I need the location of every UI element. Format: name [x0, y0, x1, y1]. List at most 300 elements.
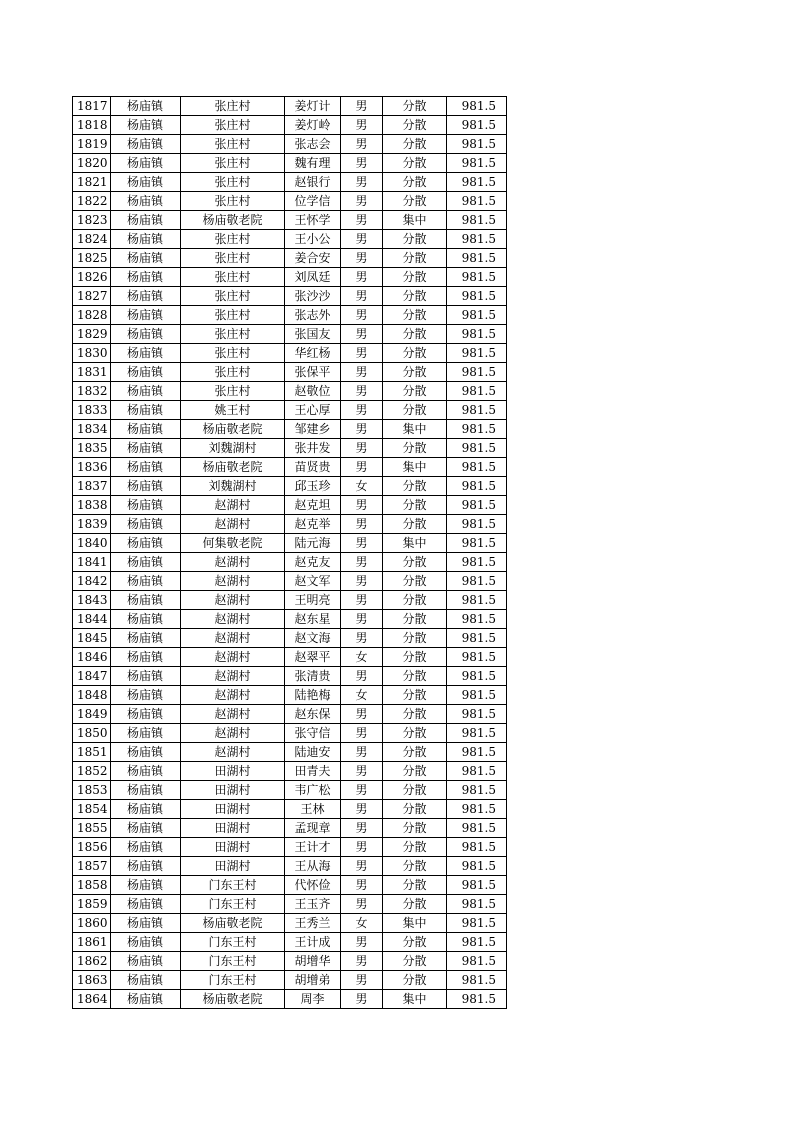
name-cell: 韦广松 [285, 781, 341, 800]
row-number-cell: 1834 [73, 420, 111, 439]
town-cell: 杨庙镇 [111, 895, 181, 914]
town-cell: 杨庙镇 [111, 401, 181, 420]
town-cell: 杨庙镇 [111, 249, 181, 268]
village-cell: 田湖村 [181, 800, 285, 819]
town-cell: 杨庙镇 [111, 838, 181, 857]
town-cell: 杨庙镇 [111, 439, 181, 458]
name-cell: 张井发 [285, 439, 341, 458]
row-number-cell: 1846 [73, 648, 111, 667]
town-cell: 杨庙镇 [111, 876, 181, 895]
amount-cell: 981.5 [447, 458, 507, 477]
support-type-cell: 分散 [383, 192, 447, 211]
sex-cell: 男 [341, 990, 383, 1009]
name-cell: 王玉齐 [285, 895, 341, 914]
amount-cell: 981.5 [447, 268, 507, 287]
town-cell: 杨庙镇 [111, 971, 181, 990]
support-type-cell: 分散 [383, 971, 447, 990]
sex-cell: 男 [341, 534, 383, 553]
name-cell: 张清贵 [285, 667, 341, 686]
town-cell: 杨庙镇 [111, 154, 181, 173]
table-row [73, 971, 507, 990]
sex-cell: 男 [341, 800, 383, 819]
sex-cell: 男 [341, 211, 383, 230]
row-number-cell: 1827 [73, 287, 111, 306]
amount-cell: 981.5 [447, 800, 507, 819]
table-row [73, 781, 507, 800]
name-cell: 张守信 [285, 724, 341, 743]
amount-cell: 981.5 [447, 857, 507, 876]
table-row [73, 800, 507, 819]
amount-cell: 981.5 [447, 211, 507, 230]
town-cell: 杨庙镇 [111, 800, 181, 819]
support-type-cell: 分散 [383, 363, 447, 382]
support-type-cell: 分散 [383, 857, 447, 876]
support-type-cell: 集中 [383, 420, 447, 439]
sex-cell: 男 [341, 268, 383, 287]
table-row [73, 724, 507, 743]
row-number-cell: 1837 [73, 477, 111, 496]
town-cell: 杨庙镇 [111, 553, 181, 572]
support-type-cell: 分散 [383, 477, 447, 496]
table-row [73, 173, 507, 192]
support-type-cell: 分散 [383, 230, 447, 249]
row-number-cell: 1823 [73, 211, 111, 230]
name-cell: 姜灯岭 [285, 116, 341, 135]
table-row [73, 306, 507, 325]
town-cell: 杨庙镇 [111, 116, 181, 135]
sex-cell: 男 [341, 610, 383, 629]
row-number-cell: 1847 [73, 667, 111, 686]
support-type-cell: 分散 [383, 705, 447, 724]
amount-cell: 981.5 [447, 819, 507, 838]
village-cell: 张庄村 [181, 97, 285, 116]
support-type-cell: 分散 [383, 819, 447, 838]
support-type-cell: 分散 [383, 895, 447, 914]
town-cell: 杨庙镇 [111, 420, 181, 439]
row-number-cell: 1840 [73, 534, 111, 553]
village-cell: 张庄村 [181, 173, 285, 192]
town-cell: 杨庙镇 [111, 990, 181, 1009]
row-number-cell: 1863 [73, 971, 111, 990]
name-cell: 张沙沙 [285, 287, 341, 306]
row-number-cell: 1822 [73, 192, 111, 211]
sex-cell: 女 [341, 477, 383, 496]
row-number-cell: 1830 [73, 344, 111, 363]
amount-cell: 981.5 [447, 477, 507, 496]
row-number-cell: 1858 [73, 876, 111, 895]
village-cell: 刘魏湖村 [181, 439, 285, 458]
name-cell: 张保平 [285, 363, 341, 382]
row-number-cell: 1854 [73, 800, 111, 819]
table-row [73, 230, 507, 249]
town-cell: 杨庙镇 [111, 97, 181, 116]
village-cell: 赵湖村 [181, 648, 285, 667]
village-cell: 田湖村 [181, 857, 285, 876]
row-number-cell: 1829 [73, 325, 111, 344]
amount-cell: 981.5 [447, 344, 507, 363]
table-row [73, 743, 507, 762]
village-cell: 张庄村 [181, 325, 285, 344]
table-row [73, 97, 507, 116]
village-cell: 赵湖村 [181, 629, 285, 648]
row-number-cell: 1831 [73, 363, 111, 382]
row-number-cell: 1862 [73, 952, 111, 971]
support-type-cell: 分散 [383, 648, 447, 667]
table-row [73, 439, 507, 458]
support-type-cell: 分散 [383, 800, 447, 819]
village-cell: 张庄村 [181, 116, 285, 135]
town-cell: 杨庙镇 [111, 173, 181, 192]
sex-cell: 男 [341, 724, 383, 743]
table-row [73, 857, 507, 876]
name-cell: 苗贤贵 [285, 458, 341, 477]
table-row [73, 534, 507, 553]
row-number-cell: 1848 [73, 686, 111, 705]
table-row [73, 990, 507, 1009]
table-row [73, 477, 507, 496]
village-cell: 张庄村 [181, 192, 285, 211]
town-cell: 杨庙镇 [111, 857, 181, 876]
name-cell: 华红杨 [285, 344, 341, 363]
name-cell: 张志外 [285, 306, 341, 325]
support-type-cell: 分散 [383, 629, 447, 648]
support-type-cell: 分散 [383, 154, 447, 173]
amount-cell: 981.5 [447, 705, 507, 724]
table-row [73, 838, 507, 857]
sex-cell: 男 [341, 781, 383, 800]
town-cell: 杨庙镇 [111, 192, 181, 211]
town-cell: 杨庙镇 [111, 705, 181, 724]
support-type-cell: 分散 [383, 325, 447, 344]
name-cell: 陆艳梅 [285, 686, 341, 705]
row-number-cell: 1819 [73, 135, 111, 154]
table-row [73, 401, 507, 420]
table-row [73, 762, 507, 781]
amount-cell: 981.5 [447, 572, 507, 591]
row-number-cell: 1817 [73, 97, 111, 116]
amount-cell: 981.5 [447, 382, 507, 401]
sex-cell: 男 [341, 458, 383, 477]
amount-cell: 981.5 [447, 116, 507, 135]
village-cell: 张庄村 [181, 268, 285, 287]
sex-cell: 男 [341, 97, 383, 116]
sex-cell: 男 [341, 553, 383, 572]
town-cell: 杨庙镇 [111, 211, 181, 230]
support-type-cell: 分散 [383, 553, 447, 572]
support-type-cell: 分散 [383, 344, 447, 363]
town-cell: 杨庙镇 [111, 572, 181, 591]
amount-cell: 981.5 [447, 591, 507, 610]
village-cell: 门东王村 [181, 876, 285, 895]
name-cell: 赵东保 [285, 705, 341, 724]
row-number-cell: 1861 [73, 933, 111, 952]
town-cell: 杨庙镇 [111, 762, 181, 781]
row-number-cell: 1841 [73, 553, 111, 572]
table-row [73, 933, 507, 952]
row-number-cell: 1825 [73, 249, 111, 268]
amount-cell: 981.5 [447, 686, 507, 705]
support-type-cell: 分散 [383, 952, 447, 971]
amount-cell: 981.5 [447, 420, 507, 439]
row-number-cell: 1835 [73, 439, 111, 458]
sex-cell: 男 [341, 116, 383, 135]
village-cell: 刘魏湖村 [181, 477, 285, 496]
amount-cell: 981.5 [447, 154, 507, 173]
town-cell: 杨庙镇 [111, 933, 181, 952]
name-cell: 王从海 [285, 857, 341, 876]
name-cell: 赵文海 [285, 629, 341, 648]
amount-cell: 981.5 [447, 971, 507, 990]
name-cell: 王计才 [285, 838, 341, 857]
name-cell: 赵银行 [285, 173, 341, 192]
support-type-cell: 分散 [383, 933, 447, 952]
support-type-cell: 分散 [383, 686, 447, 705]
sex-cell: 女 [341, 686, 383, 705]
amount-cell: 981.5 [447, 838, 507, 857]
name-cell: 王林 [285, 800, 341, 819]
village-cell: 门东王村 [181, 895, 285, 914]
village-cell: 赵湖村 [181, 686, 285, 705]
sex-cell: 男 [341, 135, 383, 154]
sex-cell: 男 [341, 743, 383, 762]
town-cell: 杨庙镇 [111, 230, 181, 249]
town-cell: 杨庙镇 [111, 477, 181, 496]
name-cell: 魏有理 [285, 154, 341, 173]
name-cell: 代怀俭 [285, 876, 341, 895]
amount-cell: 981.5 [447, 781, 507, 800]
amount-cell: 981.5 [447, 724, 507, 743]
amount-cell: 981.5 [447, 325, 507, 344]
town-cell: 杨庙镇 [111, 287, 181, 306]
amount-cell: 981.5 [447, 135, 507, 154]
amount-cell: 981.5 [447, 952, 507, 971]
support-type-cell: 分散 [383, 173, 447, 192]
amount-cell: 981.5 [447, 287, 507, 306]
row-number-cell: 1838 [73, 496, 111, 515]
support-type-cell: 分散 [383, 249, 447, 268]
table-row [73, 211, 507, 230]
amount-cell: 981.5 [447, 496, 507, 515]
table-row [73, 705, 507, 724]
village-cell: 赵湖村 [181, 705, 285, 724]
row-number-cell: 1820 [73, 154, 111, 173]
town-cell: 杨庙镇 [111, 724, 181, 743]
row-number-cell: 1845 [73, 629, 111, 648]
table-row [73, 515, 507, 534]
name-cell: 陆元海 [285, 534, 341, 553]
village-cell: 杨庙敬老院 [181, 211, 285, 230]
support-type-cell: 分散 [383, 591, 447, 610]
town-cell: 杨庙镇 [111, 781, 181, 800]
sex-cell: 男 [341, 249, 383, 268]
table-body [73, 97, 507, 1009]
name-cell: 赵克举 [285, 515, 341, 534]
village-cell: 姚王村 [181, 401, 285, 420]
name-cell: 刘凤廷 [285, 268, 341, 287]
village-cell: 张庄村 [181, 230, 285, 249]
amount-cell: 981.5 [447, 249, 507, 268]
village-cell: 张庄村 [181, 135, 285, 154]
name-cell: 田青夫 [285, 762, 341, 781]
town-cell: 杨庙镇 [111, 629, 181, 648]
amount-cell: 981.5 [447, 933, 507, 952]
town-cell: 杨庙镇 [111, 667, 181, 686]
town-cell: 杨庙镇 [111, 135, 181, 154]
village-cell: 门东王村 [181, 971, 285, 990]
village-cell: 杨庙敬老院 [181, 420, 285, 439]
sex-cell: 男 [341, 629, 383, 648]
amount-cell: 981.5 [447, 515, 507, 534]
village-cell: 赵湖村 [181, 515, 285, 534]
table-row [73, 914, 507, 933]
support-type-cell: 分散 [383, 724, 447, 743]
sex-cell: 男 [341, 971, 383, 990]
town-cell: 杨庙镇 [111, 458, 181, 477]
town-cell: 杨庙镇 [111, 743, 181, 762]
sex-cell: 女 [341, 648, 383, 667]
village-cell: 田湖村 [181, 838, 285, 857]
town-cell: 杨庙镇 [111, 591, 181, 610]
support-type-cell: 分散 [383, 762, 447, 781]
village-cell: 杨庙敬老院 [181, 990, 285, 1009]
table-row [73, 344, 507, 363]
support-type-cell: 分散 [383, 496, 447, 515]
town-cell: 杨庙镇 [111, 363, 181, 382]
table-row [73, 553, 507, 572]
support-type-cell: 分散 [383, 439, 447, 458]
support-type-cell: 分散 [383, 401, 447, 420]
sex-cell: 男 [341, 420, 383, 439]
table-row [73, 496, 507, 515]
name-cell: 邱玉珍 [285, 477, 341, 496]
name-cell: 王明亮 [285, 591, 341, 610]
row-number-cell: 1836 [73, 458, 111, 477]
name-cell: 邹建乡 [285, 420, 341, 439]
support-type-cell: 分散 [383, 610, 447, 629]
village-cell: 赵湖村 [181, 553, 285, 572]
amount-cell: 981.5 [447, 610, 507, 629]
table-row [73, 610, 507, 629]
town-cell: 杨庙镇 [111, 952, 181, 971]
sex-cell: 男 [341, 363, 383, 382]
sex-cell: 男 [341, 762, 383, 781]
table-row [73, 648, 507, 667]
name-cell: 赵克友 [285, 553, 341, 572]
amount-cell: 981.5 [447, 439, 507, 458]
sex-cell: 男 [341, 382, 383, 401]
amount-cell: 981.5 [447, 895, 507, 914]
name-cell: 王心厚 [285, 401, 341, 420]
town-cell: 杨庙镇 [111, 610, 181, 629]
amount-cell: 981.5 [447, 534, 507, 553]
village-cell: 田湖村 [181, 762, 285, 781]
village-cell: 张庄村 [181, 154, 285, 173]
village-cell: 门东王村 [181, 952, 285, 971]
support-type-cell: 分散 [383, 268, 447, 287]
village-cell: 赵湖村 [181, 610, 285, 629]
row-number-cell: 1833 [73, 401, 111, 420]
support-type-cell: 分散 [383, 743, 447, 762]
sex-cell: 男 [341, 876, 383, 895]
village-cell: 赵湖村 [181, 724, 285, 743]
support-type-cell: 分散 [383, 382, 447, 401]
sex-cell: 男 [341, 705, 383, 724]
amount-cell: 981.5 [447, 629, 507, 648]
name-cell: 姜灯计 [285, 97, 341, 116]
name-cell: 孟现章 [285, 819, 341, 838]
support-type-cell: 集中 [383, 990, 447, 1009]
sex-cell: 男 [341, 192, 383, 211]
table-row [73, 382, 507, 401]
row-number-cell: 1844 [73, 610, 111, 629]
name-cell: 张志会 [285, 135, 341, 154]
sex-cell: 男 [341, 306, 383, 325]
town-cell: 杨庙镇 [111, 686, 181, 705]
support-type-cell: 分散 [383, 838, 447, 857]
sex-cell: 男 [341, 952, 383, 971]
support-type-cell: 分散 [383, 667, 447, 686]
sex-cell: 男 [341, 572, 383, 591]
sex-cell: 男 [341, 344, 383, 363]
village-cell: 张庄村 [181, 306, 285, 325]
row-number-cell: 1821 [73, 173, 111, 192]
sex-cell: 男 [341, 154, 383, 173]
support-type-cell: 分散 [383, 876, 447, 895]
town-cell: 杨庙镇 [111, 515, 181, 534]
sex-cell: 男 [341, 838, 383, 857]
support-type-cell: 分散 [383, 116, 447, 135]
name-cell: 赵翠平 [285, 648, 341, 667]
sex-cell: 男 [341, 667, 383, 686]
village-cell: 赵湖村 [181, 572, 285, 591]
table-row [73, 325, 507, 344]
sex-cell: 男 [341, 230, 383, 249]
amount-cell: 981.5 [447, 743, 507, 762]
town-cell: 杨庙镇 [111, 382, 181, 401]
row-number-cell: 1856 [73, 838, 111, 857]
sex-cell: 男 [341, 496, 383, 515]
amount-cell: 981.5 [447, 990, 507, 1009]
town-cell: 杨庙镇 [111, 819, 181, 838]
row-number-cell: 1839 [73, 515, 111, 534]
row-number-cell: 1852 [73, 762, 111, 781]
name-cell: 赵敬位 [285, 382, 341, 401]
name-cell: 赵东星 [285, 610, 341, 629]
table-row [73, 458, 507, 477]
table-row [73, 667, 507, 686]
table-row [73, 876, 507, 895]
amount-cell: 981.5 [447, 401, 507, 420]
village-cell: 田湖村 [181, 819, 285, 838]
name-cell: 王怀学 [285, 211, 341, 230]
row-number-cell: 1860 [73, 914, 111, 933]
row-number-cell: 1828 [73, 306, 111, 325]
row-number-cell: 1850 [73, 724, 111, 743]
village-cell: 门东王村 [181, 933, 285, 952]
village-cell: 何集敬老院 [181, 534, 285, 553]
name-cell: 赵克坦 [285, 496, 341, 515]
village-cell: 杨庙敬老院 [181, 914, 285, 933]
table-row [73, 952, 507, 971]
amount-cell: 981.5 [447, 876, 507, 895]
name-cell: 陆迪安 [285, 743, 341, 762]
table-row [73, 591, 507, 610]
village-cell: 田湖村 [181, 781, 285, 800]
row-number-cell: 1859 [73, 895, 111, 914]
amount-cell: 981.5 [447, 553, 507, 572]
amount-cell: 981.5 [447, 173, 507, 192]
row-number-cell: 1843 [73, 591, 111, 610]
